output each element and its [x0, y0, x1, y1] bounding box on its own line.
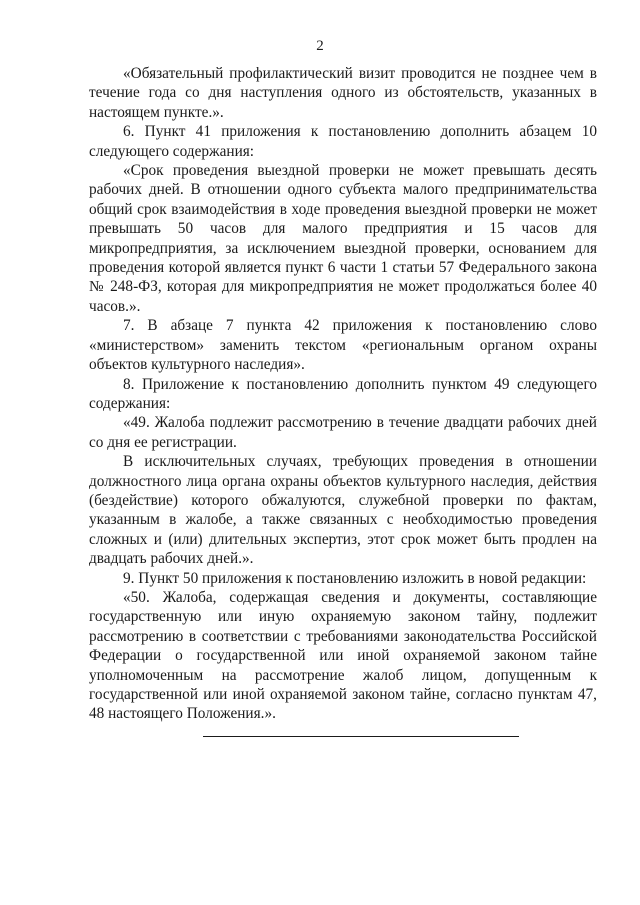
closing-divider-line	[203, 736, 519, 737]
paragraph-item-6: 6. Пункт 41 приложения к постановлению дополнить абзацем 10 следующего содержания:	[89, 123, 597, 160]
paragraph-complaint-49: «49. Жалоба подлежит рассмотрению в течение двадцати рабочих дней со дня ее регистрации.	[89, 414, 597, 451]
paragraph-inspection-term: «Срок проведения выездной проверки не может превышать десять рабочих дней. В отношении одного субъекта малого предпринимательства общий срок взаимодействия в ходе проведения выездной проверки не может превышать 50 часов для малого предприятия и 15 часов для микропредприятия, за исключением выездной проверки, основанием для проведения которой является пункт 6 части 1 статьи 57 Федерального закона № 248-ФЗ, которая для микропредприятия не может продолжаться более 40 часов.».	[89, 162, 597, 315]
paragraph-exceptional-cases: В исключительных случаях, требующих проведения в отношении должностного лица органа охраны объектов культурного наследия, действия (бездействие) которого обжалуются, служебной проверки по фактам, указанным в жалобе, а также связанных с необходимостью проведения сложных и (или) длительных экспертиз, этот срок может быть продлен на двадцать рабочих дней.».	[89, 453, 597, 568]
paragraph-visit-term: «Обязательный профилактический визит проводится не позднее чем в течение года со дня наступления одного из обстоятельств, указанных в настоящем пункте.».	[89, 65, 597, 121]
page-number: 2	[316, 38, 324, 54]
paragraph-item-8: 8. Приложение к постановлению дополнить пунктом 49 следующего содержания:	[89, 375, 597, 412]
document-body	[89, 64, 597, 724]
paragraph-item-9: 9. Пункт 50 приложения к постановлению изложить в новой редакции:	[123, 569, 587, 587]
paragraph-complaint-50: «50. Жалоба, содержащая сведения и документы, составляющие государственную или иную охраняемую законом тайну, подлежит рассмотрению в соответствии с требованиями законодательства Российской Федерации о государственной или иной охраняемой законом тайне уполномоченным на рассмотрение жалоб лицом, допущенным к государственной или иной охраняемой законом тайне, согласно пунктам 47, 48 настоящего Положения.».	[89, 588, 597, 723]
paragraph-item-7: 7. В абзаце 7 пункта 42 приложения к постановлению слово «министерством» заменить текстом «региональным органом охраны объектов культурного наследия».	[89, 317, 597, 374]
